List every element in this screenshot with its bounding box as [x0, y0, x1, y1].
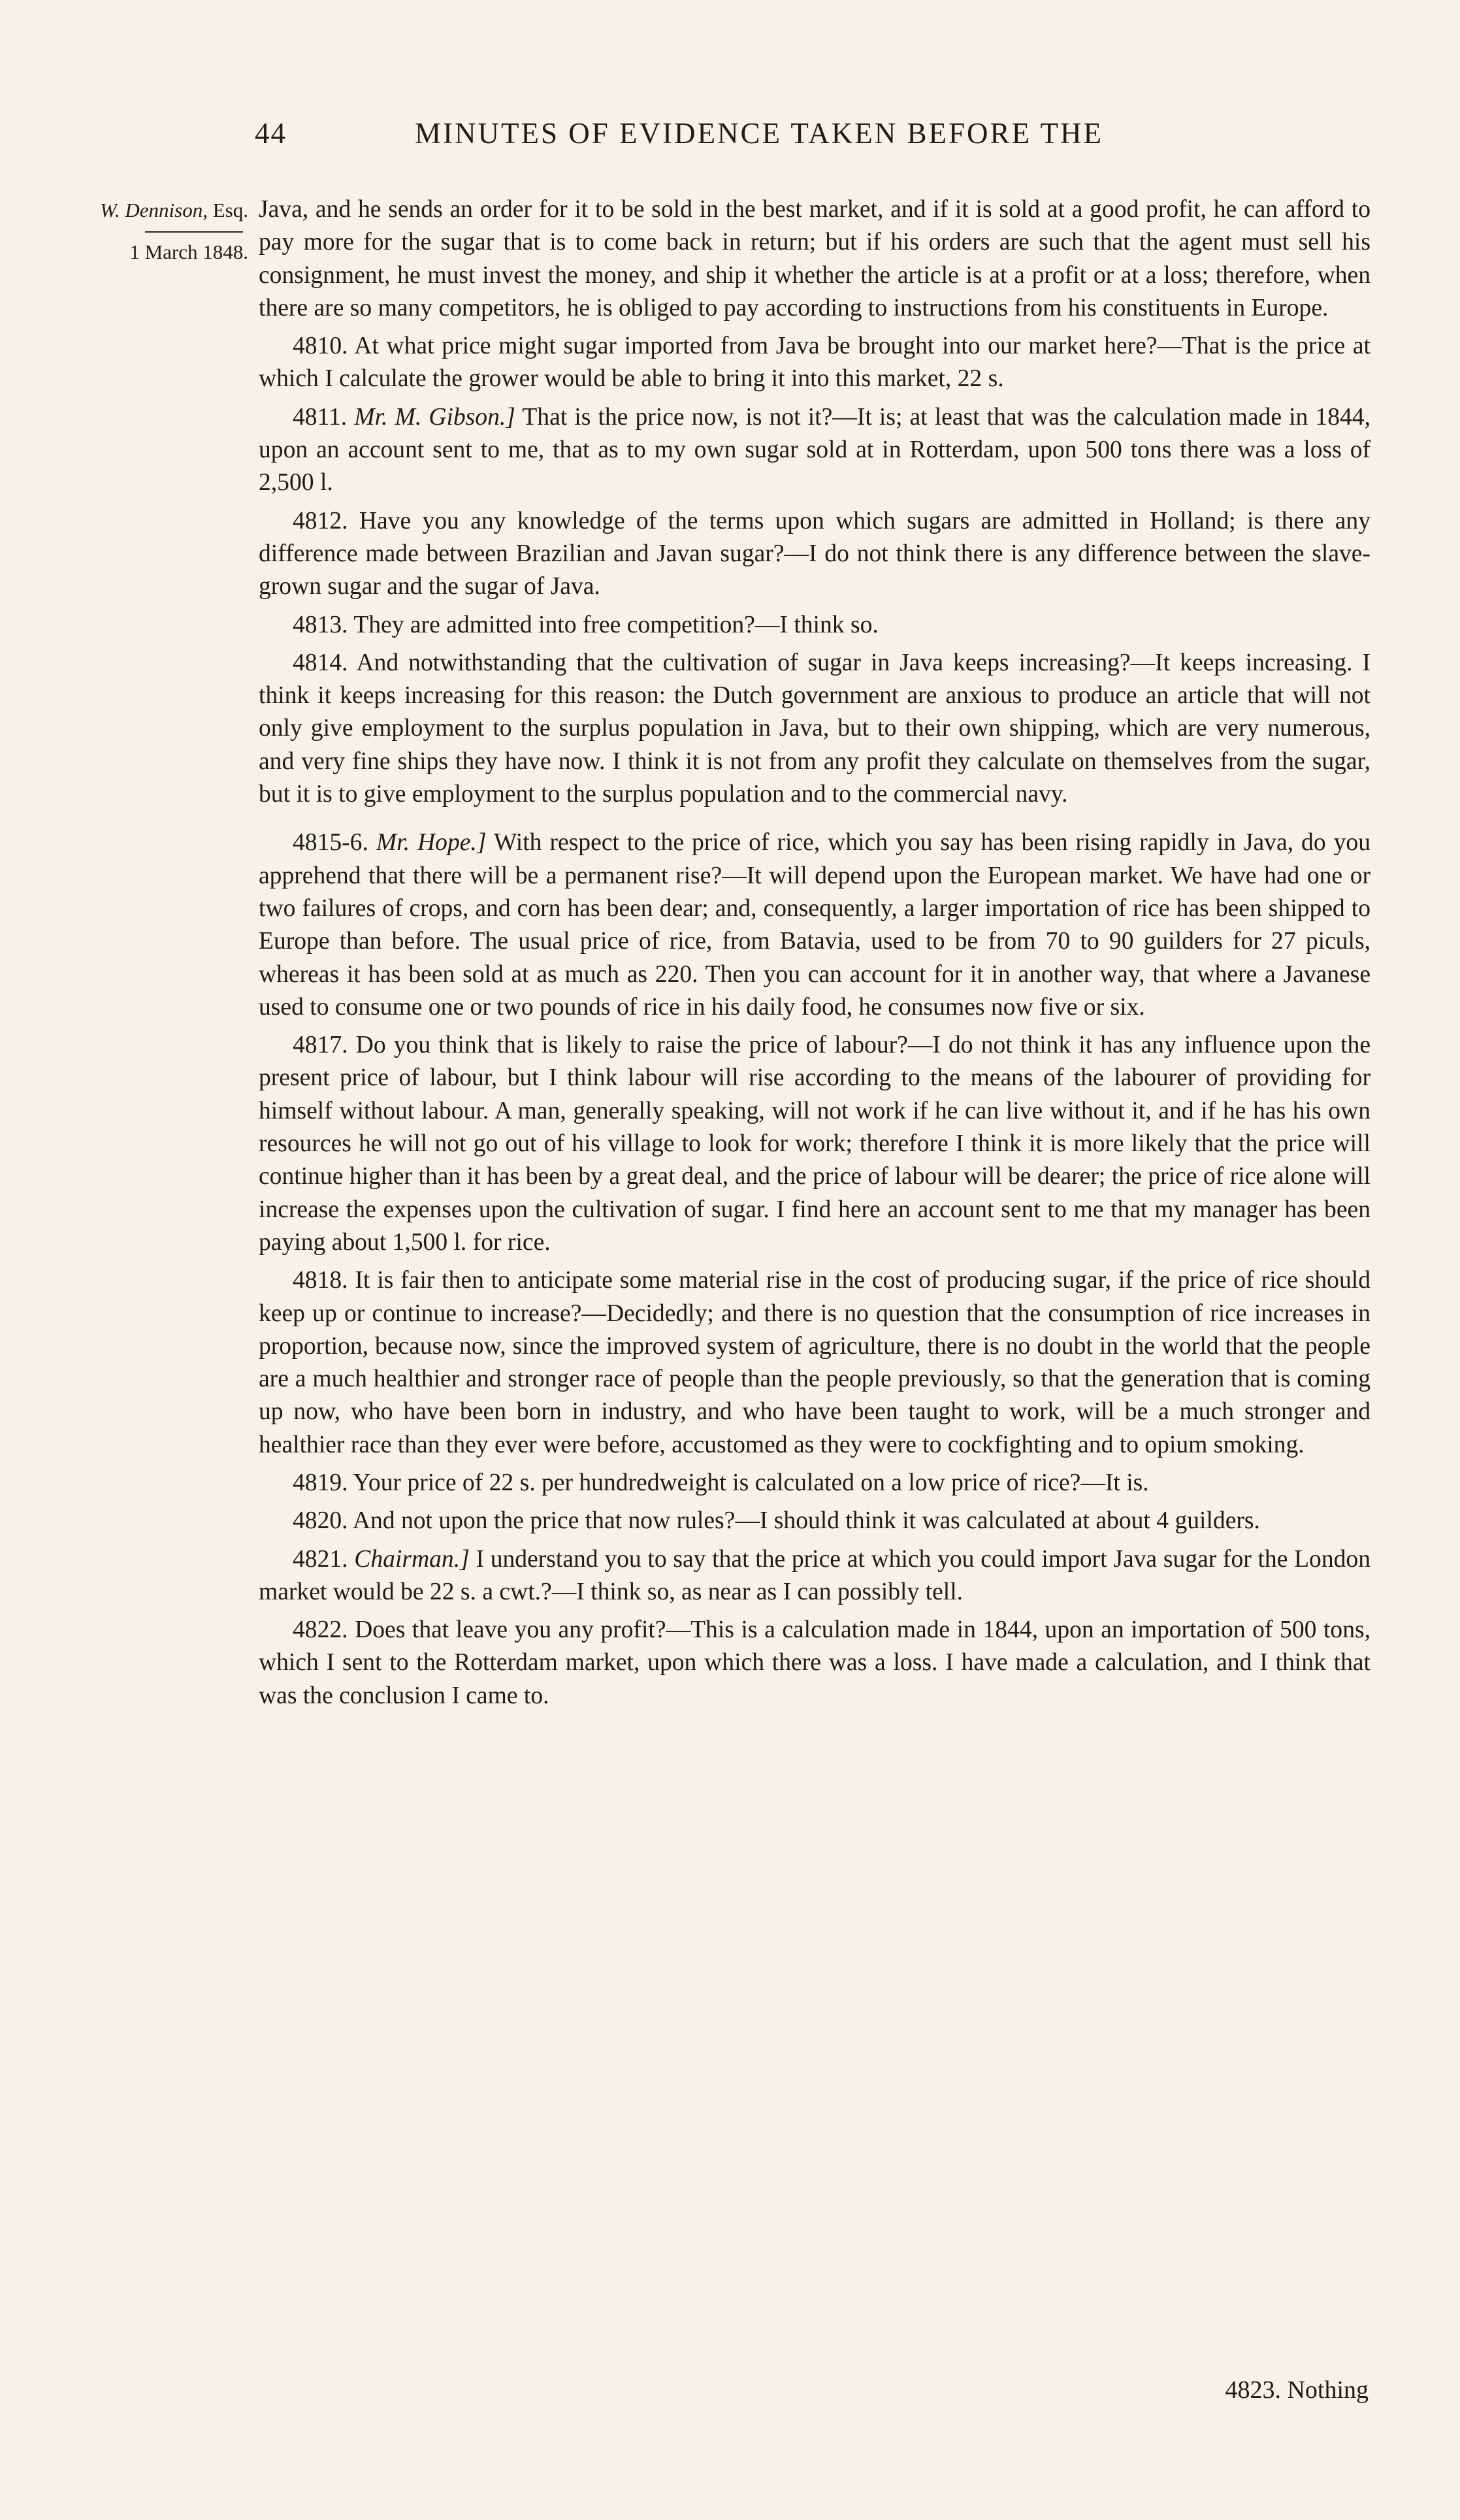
witness-name: W. Dennison,	[99, 199, 208, 221]
speaker: Mr. M. Gibson.]	[354, 403, 515, 431]
running-title: MINUTES OF EVIDENCE TAKEN BEFORE THE	[415, 117, 1103, 150]
paragraph-4817: 4817. Do you think that is likely to raise the price of labour?—I do not think it has any influence upon the present price of labour, but I think labour will rise according to the means of the labourer of providing for himself without labour. A man, generally speaking, will not work if he can live without it, and if he has his own resources he will not go out of his village to look for work; therefore I think it is more likely that the price will continue higher than it has been by a great deal, and the price of labour will be dearer; the price of rice alone will increase the expenses upon the cultivation of sugar. I find here an account sent to me that my manager has been paying about 1,500 l. for rice.	[259, 1032, 1371, 1256]
evidence-text	[259, 193, 1371, 1718]
margin-rule	[145, 231, 243, 233]
paragraph-4821	[259, 1543, 1371, 1609]
paragraph-4818: 4818. It is fair then to anticipate some material rise in the cost of producing sugar, if the price of rice should keep up or continue to increase?—Decidedly; and there is no question that the consumption of rice increases in proportion, because now, since the improved system of agriculture, there is no doubt in the world that the people are a much healthier and stronger race of people than the people previously, so that the generation that is coming up now, who have been born in industry, and who have been taught to work, will be a much stronger and healthier race than they ever were before, accustomed as they were to cockfighting and to opium smoking.	[259, 1267, 1371, 1458]
catchword: 4823. Nothing	[1225, 2376, 1369, 2404]
page-number: 44	[255, 117, 287, 150]
speaker: Chairman.]	[354, 1545, 470, 1573]
paragraph-text: With respect to the price of rice, which you say has been rising rapidly in Java, do you apprehend that there will be a permanent rise?—It will depend upon the European market. We have had one or two failures of crops, and corn has been dear; and, consequently, a larger importation of rice has been shipped to Europe than before. The usual price of rice, from Batavia, used to be from 70 to 90 guilders for 27 piculs, whereas it has been sold at as much as 220. Then you can account for it in another way, that where a Javanese used to consume one or two pounds of rice in his daily food, he consumes now five or six.	[259, 829, 1371, 1021]
margin-note	[26, 195, 248, 268]
paragraph-4820: 4820. And not upon the price that now rules?—I should think it was calculated at about 4 guilders.	[293, 1507, 1260, 1535]
paragraph-4813: 4813. They are admitted into free competition?—I think so.	[293, 611, 879, 638]
paragraph-4811	[259, 401, 1371, 500]
paragraph-4815	[259, 826, 1371, 1024]
witness-suffix: Esq.	[212, 199, 248, 221]
paragraph-4819: 4819. Your price of 22 s. per hundredweight is calculated on a low price of rice?—It is.	[293, 1469, 1149, 1496]
paragraph-continuation: Java, and he sends an order for it to be sold in the best market, and if it is sold at a good profit, he can afford to pay more for the sugar that is to come back in return; but if his orders are such that the agent must sell his consignment, he must invest the money, and ship it whether the article is at a profit or at a loss; therefore, when there are so many competitors, he is obliged to pay according to instructions from his constituents in Europe.	[259, 196, 1371, 321]
witness-line	[26, 195, 248, 226]
paragraph-text: That is the price now, is not it?—It is; at least that was the calculation made in 1844, upon an account sent to me, that as to my own sugar sold at in Rotterdam, upon 500 tons there was a loss of 2,500 l.	[259, 403, 1371, 497]
question-number: 4821.	[293, 1545, 348, 1573]
running-header	[255, 116, 1365, 162]
paragraph-text: I understand you to say that the price at which you could import Java sugar for the London market would be 22 s. a cwt.?—I think so, as near as I can possibly tell.	[259, 1545, 1371, 1605]
paragraph-4822: 4822. Does that leave you any profit?—This is a calculation made in 1844, upon an importation of 500 tons, which I sent to the Rotterdam market, upon which there was a loss. I have made a calculation, and I think that was the conclusion I came to.	[259, 1616, 1371, 1709]
question-number: 4811.	[293, 403, 348, 431]
margin-date: 1 March 1848.	[129, 240, 248, 263]
paragraph-4812: 4812. Have you any knowledge of the terms upon which sugars are admitted in Holland; is there any difference made between Brazilian and Javan sugar?—I do not think there is any difference between the slave-grown sugar and the sugar of Java.	[259, 507, 1371, 600]
speaker: Mr. Hope.]	[376, 829, 487, 857]
paragraph-4810: 4810. At what price might sugar imported from Java be brought into our market here?—That is the price at which I calculate the grower would be able to bring it into this market, 22 s.	[259, 333, 1371, 393]
question-number: 4815-6.	[293, 829, 368, 857]
paragraph-4814: 4814. And notwithstanding that the cultivation of sugar in Java keeps increasing?—It keeps increasing. I think it keeps increasing for this reason: the Dutch government are anxious to produce an article that will not only give employment to the surplus population in Java, but to their own shipping, which are very numerous, and very fine ships they have now. I think it is not from any profit they calculate on themselves from the sugar, but it is to give employment to the surplus population and to the commercial navy.	[259, 649, 1371, 808]
